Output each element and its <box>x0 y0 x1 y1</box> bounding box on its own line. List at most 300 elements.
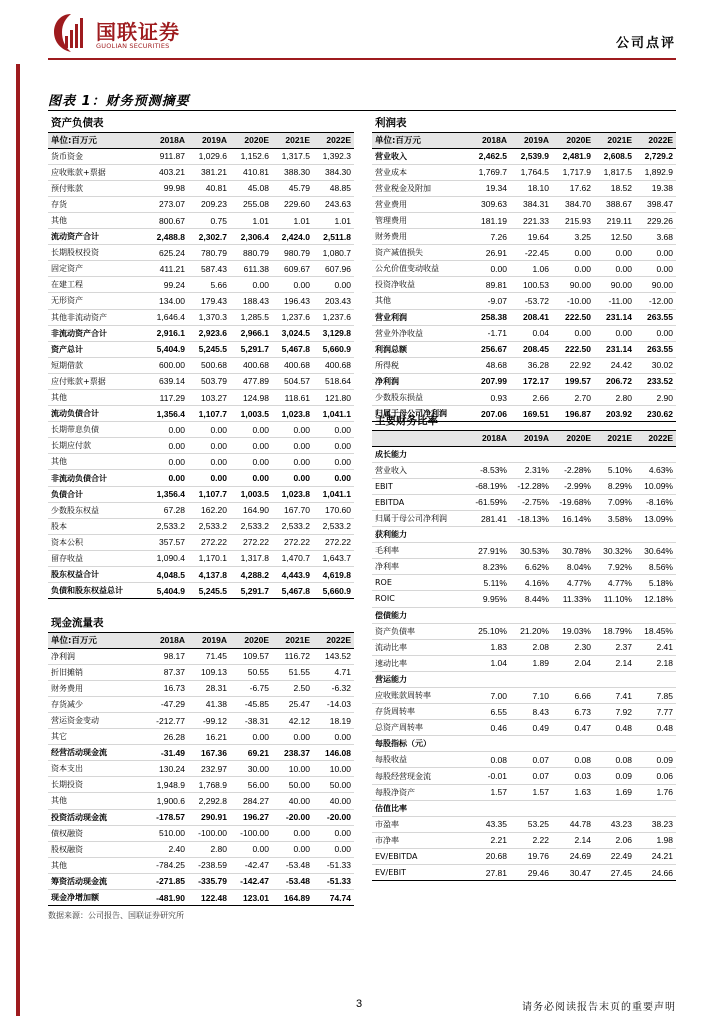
cell-value: 2,511.8 <box>313 229 354 245</box>
year-header: 2022E <box>313 632 354 648</box>
cell-value: 67.28 <box>146 502 188 518</box>
cell-value: 2,966.1 <box>230 325 272 341</box>
cell-value: 0.00 <box>594 325 635 341</box>
cell-value: 0.47 <box>552 720 594 736</box>
table-row <box>48 518 354 534</box>
row-label: 营业利润 <box>372 309 468 325</box>
table-title: 利润表 <box>372 114 676 132</box>
cell-value: 222.50 <box>552 341 594 357</box>
cell-value: 0.00 <box>313 825 354 841</box>
row-label: 少数股东权益 <box>48 502 146 518</box>
cell-value: 3.68 <box>635 229 676 245</box>
cell-value: 30.32% <box>594 543 635 559</box>
row-label: 应收账款+票据 <box>48 164 146 180</box>
cell-value: -20.00 <box>272 809 313 825</box>
cell-value <box>635 800 676 816</box>
cell-value: 243.63 <box>313 196 354 212</box>
cell-value: 1,090.4 <box>146 550 188 566</box>
row-label: 资产负债率 <box>372 623 468 639</box>
cell-value: 2.66 <box>510 390 552 406</box>
year-header: 2019A <box>510 132 552 148</box>
table-row <box>48 825 354 841</box>
balance-sheet-table <box>48 114 354 599</box>
row-label: 速动比率 <box>372 655 468 671</box>
row-label: 所得税 <box>372 357 468 373</box>
cell-value: 1.76 <box>635 784 676 800</box>
cell-value <box>594 527 635 543</box>
table-row <box>372 848 676 864</box>
table-row <box>48 664 354 680</box>
cell-value: 29.46 <box>510 865 552 881</box>
cell-value: 2.06 <box>594 832 635 848</box>
row-label: 长期应付款 <box>48 438 146 454</box>
cell-value: 199.57 <box>552 373 594 389</box>
cell-value: 99.98 <box>146 180 188 196</box>
cell-value: 162.20 <box>188 502 230 518</box>
year-header: 2020E <box>230 132 272 148</box>
cell-value: 45.08 <box>230 180 272 196</box>
row-label: 无形资产 <box>48 293 146 309</box>
table-row <box>48 357 354 373</box>
cell-value: 8.23% <box>468 559 510 575</box>
cell-value: 2,539.9 <box>510 148 552 164</box>
cell-value: 0.00 <box>272 729 313 745</box>
row-label: 负债和股东权益总计 <box>48 583 146 599</box>
cell-value: 0.00 <box>313 277 354 293</box>
cell-value: 0.00 <box>230 277 272 293</box>
cell-value: 5,245.5 <box>188 583 230 599</box>
table-title: 资产负债表 <box>48 114 354 132</box>
cell-value: 41.38 <box>188 696 230 712</box>
cell-value: 0.00 <box>230 422 272 438</box>
cell-value <box>468 527 510 543</box>
cell-value: 30.53% <box>510 543 552 559</box>
year-header: 2018A <box>468 430 510 446</box>
table-row <box>48 696 354 712</box>
cell-value <box>552 800 594 816</box>
row-label: 估值比率 <box>372 800 468 816</box>
cell-value: 164.89 <box>272 890 313 906</box>
table-row <box>48 486 354 502</box>
cell-value: 4,048.5 <box>146 567 188 583</box>
cell-value: 1,643.7 <box>313 550 354 566</box>
cell-value: 2.31% <box>510 462 552 478</box>
cell-value: 0.46 <box>468 720 510 736</box>
cell-value: 3,024.5 <box>272 325 313 341</box>
cell-value: 1,470.7 <box>272 550 313 566</box>
table-row <box>372 527 676 543</box>
cell-value: 284.27 <box>230 793 272 809</box>
page-number: 3 <box>356 998 363 1010</box>
cell-value: 0.08 <box>468 752 510 768</box>
table-row <box>48 229 354 245</box>
cell-value: 24.69 <box>552 848 594 864</box>
row-label: ROE <box>372 575 468 591</box>
cell-value: 1,768.9 <box>188 777 230 793</box>
table-row <box>48 196 354 212</box>
cell-value <box>635 527 676 543</box>
cell-value: 19.76 <box>510 848 552 864</box>
cell-value: 6.73 <box>552 704 594 720</box>
cell-value: 510.00 <box>146 825 188 841</box>
year-header: 2020E <box>552 132 594 148</box>
cell-value: -8.53% <box>468 462 510 478</box>
cell-value: 0.00 <box>313 438 354 454</box>
cell-value: 5,660.9 <box>313 341 354 357</box>
cell-value: 19.03% <box>552 623 594 639</box>
cell-value: 3.58% <box>594 510 635 526</box>
cell-value: 229.26 <box>635 212 676 228</box>
cell-value: -38.31 <box>230 712 272 728</box>
cell-value: 256.67 <box>468 341 510 357</box>
cash-flow-table <box>48 614 354 906</box>
row-label: 在建工程 <box>48 277 146 293</box>
cell-value: 238.37 <box>272 745 313 761</box>
table-row <box>48 406 354 422</box>
cell-value: 980.79 <box>272 245 313 261</box>
row-label: 非流动负债合计 <box>48 470 146 486</box>
table-row <box>372 510 676 526</box>
cell-value: 7.41 <box>594 688 635 704</box>
cell-value: 74.74 <box>313 890 354 906</box>
cell-value: 400.68 <box>313 357 354 373</box>
cell-value: 25.47 <box>272 696 313 712</box>
table-title-row <box>372 114 676 132</box>
cell-value: 0.00 <box>146 470 188 486</box>
cell-value: 410.81 <box>230 164 272 180</box>
row-label: 固定资产 <box>48 261 146 277</box>
cell-value: 0.48 <box>635 720 676 736</box>
cell-value <box>635 736 676 752</box>
cell-value: -8.16% <box>635 494 676 510</box>
table-row <box>372 277 676 293</box>
cell-value: 6.66 <box>552 688 594 704</box>
cell-value: 26.28 <box>146 729 188 745</box>
cell-value: 4,288.2 <box>230 567 272 583</box>
cell-value: 121.80 <box>313 390 354 406</box>
cell-value: 0.09 <box>635 752 676 768</box>
cell-value: 0.00 <box>230 841 272 857</box>
cell-value: 2.90 <box>635 390 676 406</box>
cell-value: 0.00 <box>230 470 272 486</box>
cell-value: 21.20% <box>510 623 552 639</box>
cell-value: 398.47 <box>635 196 676 212</box>
logo-mark-icon <box>52 12 90 54</box>
cell-value: 30.64% <box>635 543 676 559</box>
cell-value: 0.00 <box>552 261 594 277</box>
table-row <box>372 494 676 510</box>
cell-value: 2,424.0 <box>272 229 313 245</box>
cell-value: 230.62 <box>635 406 676 422</box>
cell-value: 0.00 <box>272 825 313 841</box>
cell-value: 20.68 <box>468 848 510 864</box>
cell-value: 2.18 <box>635 655 676 671</box>
cell-value: 0.93 <box>468 390 510 406</box>
cell-value: 518.64 <box>313 373 354 389</box>
year-header: 2021E <box>594 132 635 148</box>
table-header-row <box>372 132 676 148</box>
cell-value: 0.00 <box>230 729 272 745</box>
year-header: 2021E <box>594 430 635 446</box>
cell-value: 117.29 <box>146 390 188 406</box>
row-label: 每股经营现金流 <box>372 768 468 784</box>
cell-value: 27.45 <box>594 865 635 881</box>
cell-value: 4,137.8 <box>188 567 230 583</box>
table-row <box>372 736 676 752</box>
cell-value: -212.77 <box>146 712 188 728</box>
table-row <box>372 639 676 655</box>
cell-value: 8.43 <box>510 704 552 720</box>
logo-text-cn: 国联证券 <box>96 20 180 44</box>
cell-value: -481.90 <box>146 890 188 906</box>
row-label: 营业成本 <box>372 164 468 180</box>
table-row <box>372 832 676 848</box>
cell-value: 5,291.7 <box>230 341 272 357</box>
cell-value: 1,023.8 <box>272 486 313 502</box>
cell-value: 7.77 <box>635 704 676 720</box>
financial-ratios-table <box>372 412 676 881</box>
cell-value: 1.63 <box>552 784 594 800</box>
table-row <box>372 446 676 462</box>
cell-value: 43.35 <box>468 816 510 832</box>
cell-value: 8.44% <box>510 591 552 607</box>
cell-value: 124.98 <box>230 390 272 406</box>
row-label: 预付账款 <box>48 180 146 196</box>
table-title: 现金流量表 <box>48 614 354 632</box>
table-row <box>372 768 676 784</box>
cell-value: 13.09% <box>635 510 676 526</box>
table-row <box>372 309 676 325</box>
row-label: 管理费用 <box>372 212 468 228</box>
cell-value: 2.14 <box>552 832 594 848</box>
cell-value: 170.60 <box>313 502 354 518</box>
cell-value <box>635 671 676 687</box>
cell-value: -2.99% <box>552 478 594 494</box>
table-row <box>48 841 354 857</box>
cell-value: 1.01 <box>272 212 313 228</box>
cell-value: 12.18% <box>635 591 676 607</box>
header-divider <box>48 58 676 60</box>
cell-value: 123.01 <box>230 890 272 906</box>
cell-value: 309.63 <box>468 196 510 212</box>
unit-label <box>372 430 468 446</box>
cell-value: 0.09 <box>594 768 635 784</box>
cell-value: 0.00 <box>313 841 354 857</box>
table-row <box>48 712 354 728</box>
cell-value: -100.00 <box>230 825 272 841</box>
figure-title-divider <box>48 110 676 111</box>
row-label: 长期带息负债 <box>48 422 146 438</box>
year-header: 2022E <box>313 132 354 148</box>
cell-value: 400.68 <box>230 357 272 373</box>
cell-value: 3,129.8 <box>313 325 354 341</box>
cell-value: 40.00 <box>272 793 313 809</box>
cell-value: 0.00 <box>146 454 188 470</box>
cell-value: 0.00 <box>188 470 230 486</box>
cell-value: 1,152.6 <box>230 148 272 164</box>
cell-value <box>510 446 552 462</box>
table-row <box>48 325 354 341</box>
cell-value: 18.52 <box>594 180 635 196</box>
row-label: 现金净增加额 <box>48 890 146 906</box>
table-row <box>48 422 354 438</box>
cell-value: 0.08 <box>552 752 594 768</box>
cell-value: 1.83 <box>468 639 510 655</box>
row-label: 成长能力 <box>372 446 468 462</box>
cell-value: 272.22 <box>188 534 230 550</box>
cell-value <box>468 800 510 816</box>
cell-value: 255.08 <box>230 196 272 212</box>
income-statement-table <box>372 114 676 422</box>
cell-value: 1.06 <box>510 261 552 277</box>
cell-value <box>552 736 594 752</box>
table-row <box>48 438 354 454</box>
cell-value: 388.30 <box>272 164 313 180</box>
table-row <box>48 470 354 486</box>
cell-value: 208.45 <box>510 341 552 357</box>
table-row <box>372 164 676 180</box>
row-label: 长期投资 <box>48 777 146 793</box>
cell-value: 1,080.7 <box>313 245 354 261</box>
cell-value: 17.62 <box>552 180 594 196</box>
cell-value: 281.41 <box>468 510 510 526</box>
row-label: 获利能力 <box>372 527 468 543</box>
table-row <box>48 293 354 309</box>
cell-value: 30.47 <box>552 865 594 881</box>
cell-value: 0.00 <box>552 325 594 341</box>
cell-value: 16.73 <box>146 680 188 696</box>
cell-value: 2.04 <box>552 655 594 671</box>
cell-value: 71.45 <box>188 648 230 664</box>
cell-value: -45.85 <box>230 696 272 712</box>
cell-value: 122.48 <box>188 890 230 906</box>
cell-value: 203.92 <box>594 406 635 422</box>
table-row <box>48 809 354 825</box>
cell-value: 100.53 <box>510 277 552 293</box>
row-label: 市净率 <box>372 832 468 848</box>
table-row <box>48 245 354 261</box>
cell-value: 98.17 <box>146 648 188 664</box>
cell-value: 0.49 <box>510 720 552 736</box>
cell-value: 2,481.9 <box>552 148 594 164</box>
cell-value: 0.00 <box>468 261 510 277</box>
cell-value: 2,462.5 <box>468 148 510 164</box>
cell-value: 229.60 <box>272 196 313 212</box>
table-row <box>372 341 676 357</box>
row-label: 其他 <box>48 793 146 809</box>
cell-value: 109.13 <box>188 664 230 680</box>
cell-value: 7.00 <box>468 688 510 704</box>
cell-value: 1.57 <box>468 784 510 800</box>
table-row <box>372 784 676 800</box>
table-row <box>48 373 354 389</box>
row-label: 长期股权投资 <box>48 245 146 261</box>
table-row <box>48 890 354 906</box>
table-row <box>372 357 676 373</box>
cell-value: 5,660.9 <box>313 583 354 599</box>
cell-value: 222.50 <box>552 309 594 325</box>
cell-value: 0.00 <box>188 422 230 438</box>
year-header: 2021E <box>272 132 313 148</box>
cell-value: 2.80 <box>594 390 635 406</box>
row-label: 其他 <box>48 390 146 406</box>
cell-value: -19.68% <box>552 494 594 510</box>
cell-value: 1,769.7 <box>468 164 510 180</box>
cell-value: 11.33% <box>552 591 594 607</box>
year-header: 2019A <box>510 430 552 446</box>
cell-value: 0.48 <box>594 720 635 736</box>
row-label: 其他非流动资产 <box>48 309 146 325</box>
cell-value: 0.00 <box>188 438 230 454</box>
cell-value: 403.21 <box>146 164 188 180</box>
cell-value: 1,764.5 <box>510 164 552 180</box>
cell-value: 1,948.9 <box>146 777 188 793</box>
row-label: 偿债能力 <box>372 607 468 623</box>
table-row <box>48 793 354 809</box>
cell-value: 169.51 <box>510 406 552 422</box>
row-label: 资产减值损失 <box>372 245 468 261</box>
cell-value: -12.00 <box>635 293 676 309</box>
row-label: 其他 <box>48 857 146 873</box>
cell-value: 27.91% <box>468 543 510 559</box>
cell-value: 30.78% <box>552 543 594 559</box>
cell-value: 1,285.5 <box>230 309 272 325</box>
table-row <box>372 720 676 736</box>
cell-value: -42.47 <box>230 857 272 873</box>
cell-value: 0.00 <box>313 470 354 486</box>
cell-value: 0.00 <box>552 245 594 261</box>
table-row <box>48 857 354 873</box>
cell-value: 50.55 <box>230 664 272 680</box>
cell-value: 30.02 <box>635 357 676 373</box>
cell-value: 28.31 <box>188 680 230 696</box>
table-header-row <box>48 632 354 648</box>
cell-value: 609.67 <box>272 261 313 277</box>
cell-value: 0.00 <box>230 438 272 454</box>
cell-value: 357.57 <box>146 534 188 550</box>
cell-value: 5,291.7 <box>230 583 272 599</box>
table-row <box>372 293 676 309</box>
cell-value: 800.67 <box>146 212 188 228</box>
data-source-note: 数据来源：公司报告、国联证券研究所 <box>48 911 184 920</box>
cell-value: 0.00 <box>272 841 313 857</box>
cell-value: 10.09% <box>635 478 676 494</box>
cell-value: 263.55 <box>635 341 676 357</box>
row-label: EBITDA <box>372 494 468 510</box>
cell-value <box>510 607 552 623</box>
logo-text-en: GUOLIAN SECURITIES <box>96 42 170 50</box>
cell-value: 1,717.9 <box>552 164 594 180</box>
table-row <box>372 196 676 212</box>
table-row <box>372 800 676 816</box>
cell-value: 42.12 <box>272 712 313 728</box>
row-label: 股东权益合计 <box>48 567 146 583</box>
cell-value <box>594 800 635 816</box>
row-label: 经营活动现金流 <box>48 745 146 761</box>
cell-value: 0.07 <box>510 752 552 768</box>
cell-value: 1,237.6 <box>313 309 354 325</box>
row-label: 流动比率 <box>372 639 468 655</box>
cell-value: 5.10% <box>594 462 635 478</box>
cell-value: -12.28% <box>510 478 552 494</box>
cell-value: 4.63% <box>635 462 676 478</box>
cell-value: -11.00 <box>594 293 635 309</box>
cell-value: 90.00 <box>594 277 635 293</box>
cell-value: 1,356.4 <box>146 406 188 422</box>
table-row <box>372 543 676 559</box>
cell-value: 1,107.7 <box>188 406 230 422</box>
cell-value <box>468 736 510 752</box>
